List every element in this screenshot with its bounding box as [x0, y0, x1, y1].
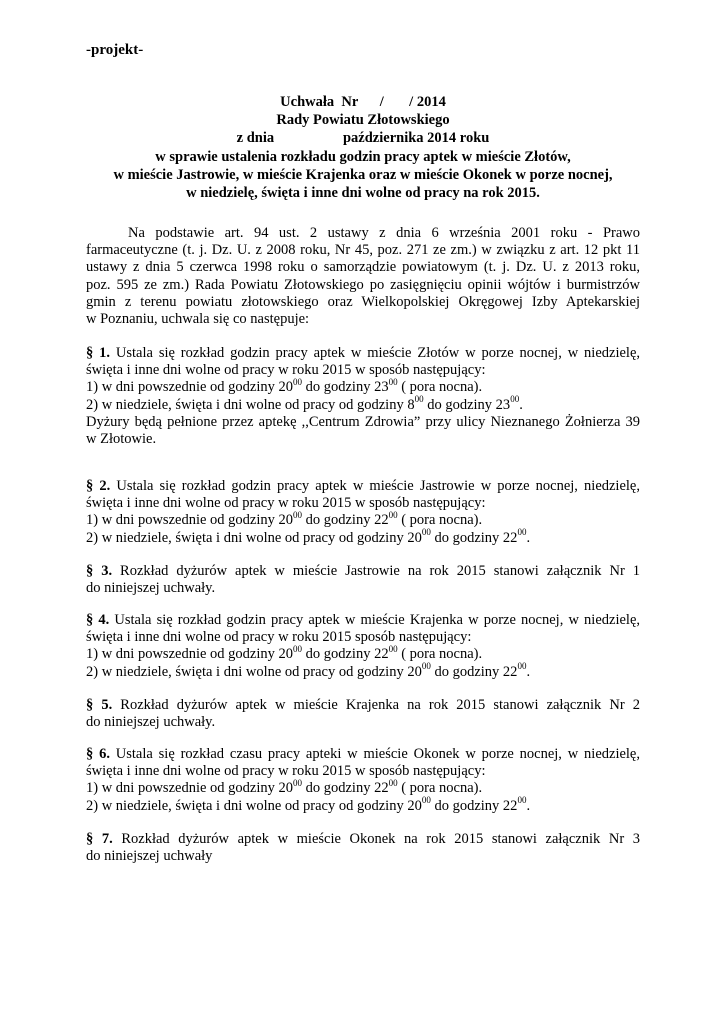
section-2 [86, 478, 640, 547]
draft-label: -projekt- [86, 42, 144, 58]
section-line: 2) w niedziele, święta i dni wolne od pracy od godziny $20^{00}$ do godziny $22^{00}$. [86, 660, 531, 680]
section-line: 1) w dni powszednie od godziny $20^{00}$ do godziny $22^{00}$ ( pora nocna). [86, 643, 483, 663]
section-5 [86, 697, 640, 731]
title-line-3: z dnia października 2014 roku [236, 130, 490, 147]
title-line-1: Uchwała Nr / / 2014 [280, 94, 446, 110]
title-line-2: Rady Powiatu Złotowskiego [276, 112, 450, 129]
section-mark: § 5. [86, 697, 113, 713]
section-3 [86, 563, 640, 597]
section-mark: § 4. [86, 612, 110, 628]
section-line: 2) w niedziele, święta i dni wolne od pracy od godziny $20^{00}$ do godziny $22^{00}$. [86, 794, 531, 814]
section-line: § 1. Ustala się rozkład godzin pracy aptek w mieście Złotów w porze nocnej, w niedzielę, [86, 345, 641, 361]
section-line: § 2. Ustala się rozkład godzin pracy aptek w mieście Jastrowie w porze nocnej, niedzielę, [86, 478, 640, 494]
title-line-6: w niedzielę, święta i inne dni wolne od pracy na rok 2015. [186, 185, 540, 202]
section-mark: § 7. [86, 831, 113, 847]
intro-line: gmin z terenu powiatu złotowskiego oraz Wielkopolskiej Okręgowej Izby Aptekarskiej [86, 293, 640, 310]
section-4 [86, 612, 640, 681]
intro-line: poz. 595 ze zm.) Rada Powiatu Złotowskiego po zasięgnięciu opinii wójtów i burmistrzów [86, 276, 640, 293]
section-line: § 4. Ustala się rozkład godzin pracy aptek w mieście Krajenka w porze nocnej, w niedzielę, [86, 612, 641, 628]
section-mark: § 6. [86, 746, 110, 762]
section-mark: § 1. [86, 345, 111, 361]
section-line: święta i inne dni wolne od pracy w roku 2015 w sposób następujący: [86, 495, 486, 512]
section-mark: § 2. [86, 478, 111, 494]
section-line: § 7. Rozkład dyżurów aptek w mieście Okonek na rok 2015 stanowi załącznik Nr 3 [86, 831, 641, 847]
section-line: 1) w dni powszednie od godziny $20^{00}$ do godziny $22^{00}$ ( pora nocna). [86, 509, 483, 529]
title-line-5: w mieście Jastrowie, w mieście Krajenka oraz w mieście Okonek w porze nocnej, [113, 166, 613, 183]
section-line: w Złotowie. [86, 431, 157, 448]
resolution-title [86, 93, 640, 202]
section-line: 1) w dni powszednie od godziny $20^{00}$ do godziny $22^{00}$ ( pora nocna). [86, 777, 483, 797]
section-line: § 6. Ustala się rozkład czasu pracy apteki w mieście Okonek w porze nocnej, w niedzielę, [86, 746, 640, 762]
section-line: święta i inne dni wolne od pracy w roku 2015 sposób następujący: [86, 629, 472, 646]
section-7 [86, 831, 640, 865]
section-line: święta i inne dni wolne od pracy w roku 2015 w sposób następujący: [86, 763, 486, 780]
section-1 [86, 345, 640, 448]
section-line: Dyżury będą pełnione przez aptekę ,,Centrum Zdrowia” przy ulicy Nieznanego Żołnierza 39 [86, 413, 640, 430]
intro-line: farmaceutyczne (t. j. Dz. U. z 2008 roku, Nr 45, poz. 271 ze zm.) w związku z art. 12 pkt 11 [86, 242, 640, 259]
legal-basis-paragraph [86, 225, 640, 328]
section-line: święta i inne dni wolne od pracy w roku 2015 w sposób następujący: [86, 362, 486, 379]
section-line: 2) w niedziele, święta i dni wolne od pracy od godziny $8^{00}$ do godziny $23^{00}$. [86, 393, 523, 413]
section-line: § 5. Rozkład dyżurów aptek w mieście Krajenka na rok 2015 stanowi załącznik Nr 2 [86, 697, 641, 713]
intro-line: Na podstawie art. 94 ust. 2 ustawy z dnia 6 września 2001 roku - Prawo [128, 225, 640, 241]
section-6 [86, 746, 640, 815]
section-line: do niniejszej uchwały. [86, 714, 216, 731]
section-line: 1) w dni powszednie od godziny $20^{00}$ do godziny $23^{00}$ ( pora nocna). [86, 376, 483, 396]
section-line: § 3. Rozkład dyżurów aptek w mieście Jastrowie na rok 2015 stanowi załącznik Nr 1 [86, 563, 641, 579]
intro-line: w Poznaniu, uchwala się co następuje: [86, 311, 310, 328]
section-mark: § 3. [86, 563, 113, 579]
section-line: 2) w niedziele, święta i dni wolne od pracy od godziny $20^{00}$ do godziny $22^{00}$. [86, 526, 531, 546]
title-line-4: w sprawie ustalenia rozkładu godzin pracy aptek w mieście Złotów, [155, 148, 571, 165]
section-line: do niniejszej uchwały [86, 848, 213, 865]
intro-line: ustawy z dnia 5 czerwca 1998 roku o samorządzie powiatowym (t. j. Dz. U. z 2013 roku, [86, 259, 640, 276]
section-line: do niniejszej uchwały. [86, 580, 216, 597]
